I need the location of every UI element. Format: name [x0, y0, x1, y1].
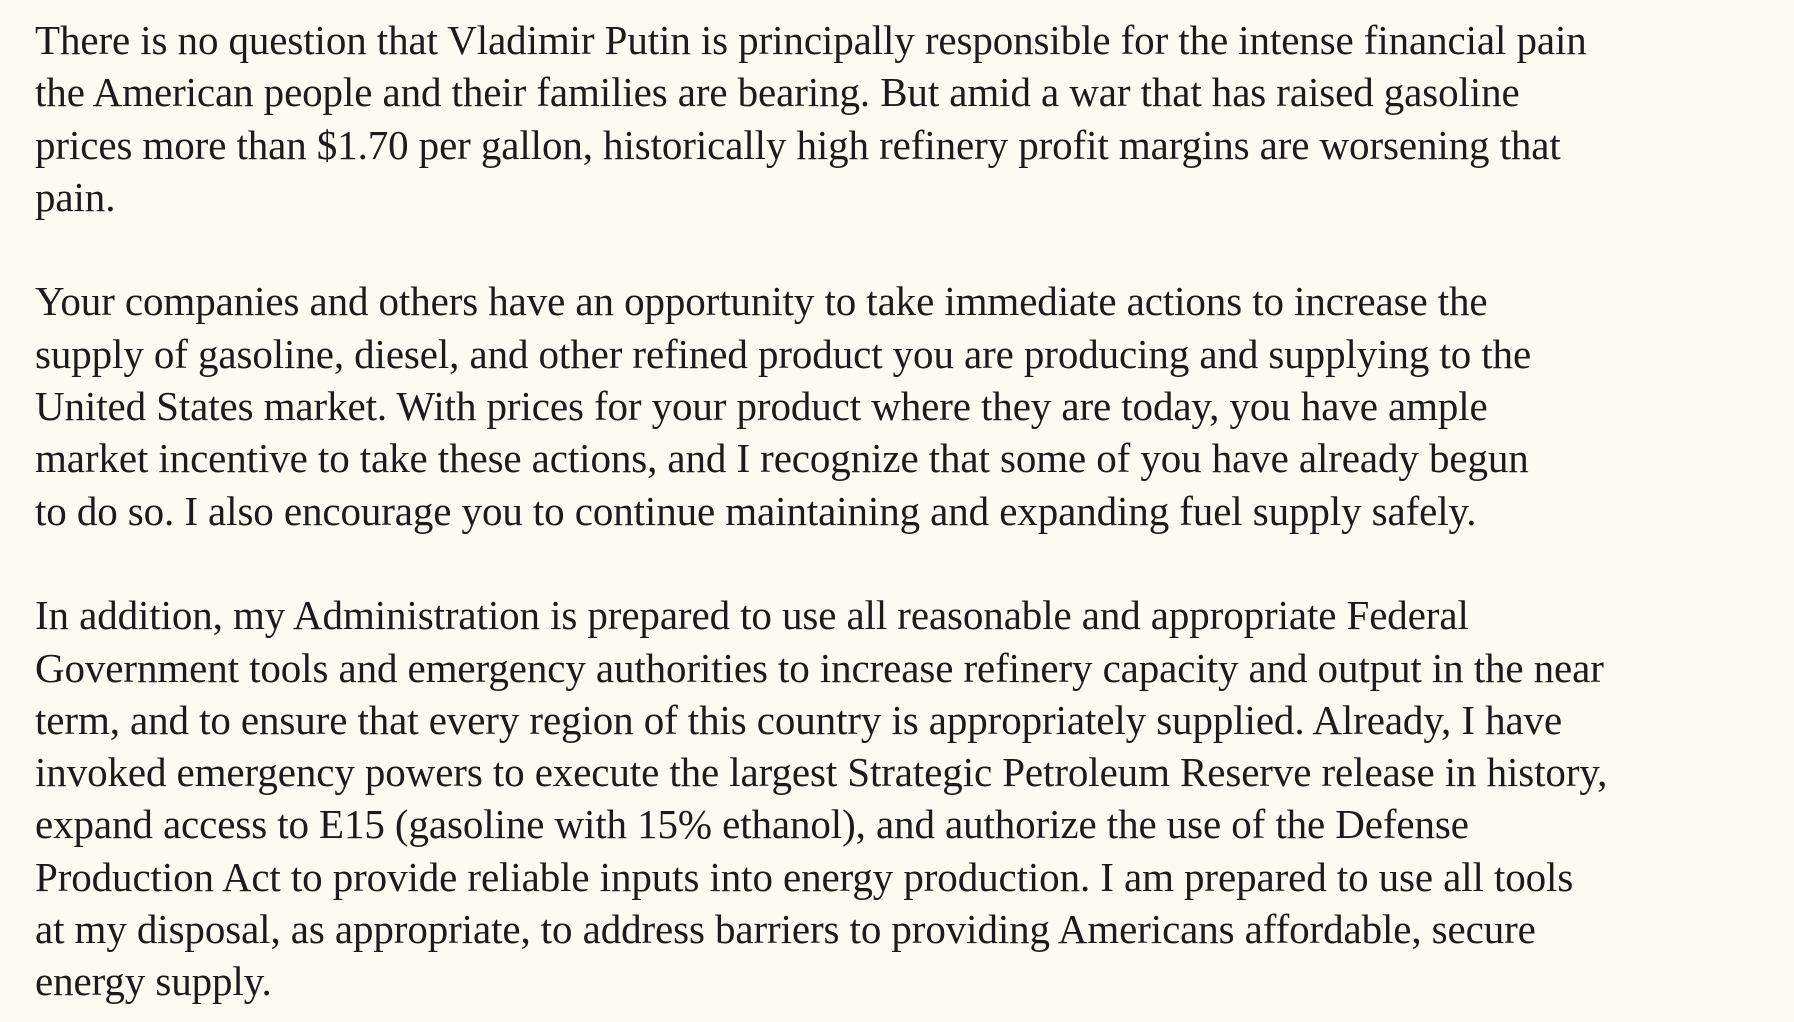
paragraph-increase-supply [35, 275, 1775, 536]
text-line: prices more than $1.70 per gallon, historically high refinery profit margins are worsening that [35, 121, 1561, 168]
text-line: Government tools and emergency authorities to increase refinery capacity and output in the near [35, 644, 1604, 691]
text-line: Your companies and others have an opportunity to take immediate actions to increase the [35, 278, 1488, 325]
text-line: In addition, my Administration is prepared to use all reasonable and appropriate Federal [35, 592, 1469, 639]
text-line: invoked emergency powers to execute the largest Strategic Petroleum Reserve release in history, [35, 749, 1608, 796]
text-line: supply of gasoline, diesel, and other refined product you are producing and supplying to the [35, 330, 1532, 377]
paragraph-putin-responsibility [35, 14, 1775, 223]
text-line: There is no question that Vladimir Putin is principally responsible for the intense financial pain [35, 17, 1587, 63]
letter-body [35, 14, 1775, 1022]
text-line: pain. [35, 173, 116, 220]
text-line: Production Act to provide reliable inputs into energy production. I am prepared to use all tools [35, 853, 1574, 900]
text-line: the American people and their families are bearing. But amid a war that has raised gasoline [35, 69, 1520, 116]
text-line: term, and to ensure that every region of this country is appropriately supplied. Already, I have [35, 696, 1563, 743]
text-line: expand access to E15 (gasoline with 15% ethanol), and authorize the use of the Defense [35, 801, 1469, 848]
text-line: United States market. With prices for your product where they are today, you have ample [35, 383, 1488, 430]
text-line: to do so. I also encourage you to continue maintaining and expanding fuel supply safely. [35, 487, 1477, 534]
text-line: market incentive to take these actions, and I recognize that some of you have already begun [35, 435, 1529, 482]
paragraph-administration-tools [35, 589, 1775, 1007]
text-line: at my disposal, as appropriate, to address barriers to providing Americans affordable, secure [35, 906, 1536, 953]
text-line: energy supply. [35, 958, 272, 1005]
